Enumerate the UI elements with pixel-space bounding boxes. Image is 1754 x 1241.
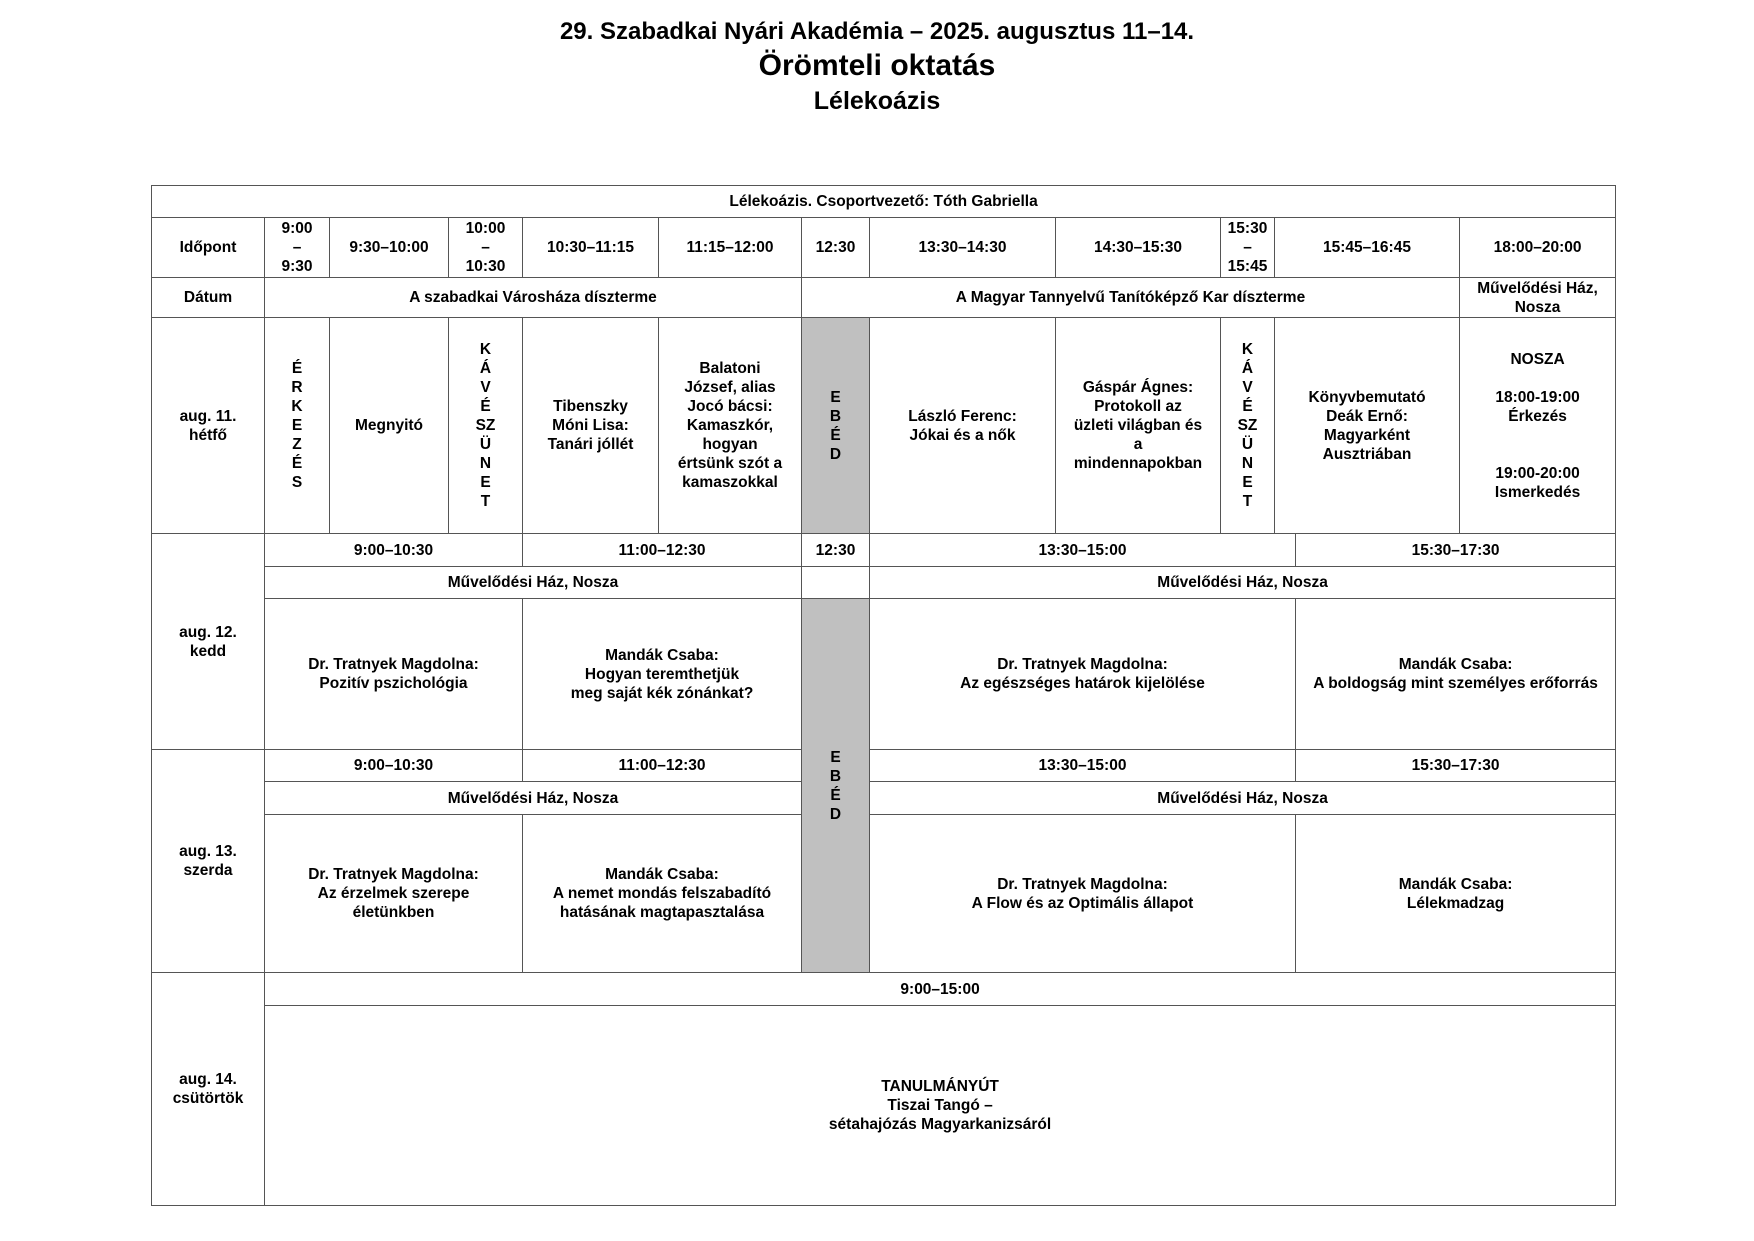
session-cell: Mandák Csaba: Hogyan teremthetjük meg saját kék zónánkat? [523, 599, 802, 750]
program-title: Örömteli oktatás [758, 49, 996, 82]
venue-cell: Művelődési Ház, Nosza [870, 567, 1616, 599]
coffee-break-cell: K Á V É SZ Ü N E T [1221, 318, 1275, 534]
session-cell: NOSZA 18:00-19:00 Érkezés 19:00-20:00 Ismerkedés [1460, 318, 1616, 534]
time-slot: 9:30–10:00 [330, 218, 449, 278]
schedule-table [151, 185, 1616, 1206]
time-cell: 9:00–15:00 [265, 973, 1616, 1006]
coffee-break-cell: K Á V É SZ Ü N E T [449, 318, 523, 534]
day-label: aug. 13. szerda [152, 750, 265, 973]
venue-cell: Művelődési Ház, Nosza [265, 567, 802, 599]
time-cell: 9:00–10:30 [265, 534, 523, 567]
group-title: Lélekoázis [813, 87, 941, 115]
session-cell: Dr. Tratnyek Magdolna: A Flow és az Optimális állapot [870, 815, 1296, 973]
time-slot: 14:30–15:30 [1056, 218, 1221, 278]
time-slot: 10:30–11:15 [523, 218, 659, 278]
time-cell: 15:30–17:30 [1296, 534, 1616, 567]
time-row-label: Időpont [152, 218, 265, 278]
time-slot: 13:30–14:30 [870, 218, 1056, 278]
time-slot: 15:45–16:45 [1275, 218, 1460, 278]
venue-cell: A szabadkai Városháza díszterme [265, 278, 802, 318]
page-header [0, 16, 1754, 118]
day-label: aug. 14. csütörtök [152, 973, 265, 1206]
time-slot: 18:00–20:00 [1460, 218, 1616, 278]
time-cell: 9:00–10:30 [265, 750, 523, 782]
time-slot: 10:00 – 10:30 [449, 218, 523, 278]
table-title: Lélekoázis. Csoportvezető: Tóth Gabriella [152, 186, 1616, 218]
time-cell: 13:30–15:00 [870, 750, 1296, 782]
session-cell: Dr. Tratnyek Magdolna: Pozitív pszichológia [265, 599, 523, 750]
session-cell: László Ferenc: Jókai és a nők [870, 318, 1056, 534]
time-cell: 13:30–15:00 [870, 534, 1296, 567]
time-cell: 11:00–12:30 [523, 534, 802, 567]
session-cell: Mandák Csaba: Lélekmadzag [1296, 815, 1616, 973]
event-title: 29. Szabadkai Nyári Akadémia – 2025. augusztus 11–14. [559, 18, 1195, 45]
session-cell: Balatoni József, alias Jocó bácsi: Kamaszkór, hogyan értsünk szót a kamaszokkal [659, 318, 802, 534]
arrival-cell: É R K E Z É S [265, 318, 330, 534]
time-slot: 12:30 [802, 218, 870, 278]
session-cell: Mandák Csaba: A nemet mondás felszabadító hatásának magtapasztalása [523, 815, 802, 973]
time-cell: 12:30 [802, 534, 870, 567]
activity-cell: TANULMÁNYÚT Tiszai Tangó – sétahajózás Magyarkanizsáról [265, 1006, 1616, 1206]
lunch-cell: E B É D [802, 599, 870, 973]
empty-cell [802, 567, 870, 599]
venue-cell: Művelődési Ház, Nosza [1460, 278, 1616, 318]
session-cell: Megnyitó [330, 318, 449, 534]
day-label: aug. 11. hétfő [152, 318, 265, 534]
time-slot: 11:15–12:00 [659, 218, 802, 278]
time-slot: 9:00 – 9:30 [265, 218, 330, 278]
session-cell: Dr. Tratnyek Magdolna: Az egészséges határok kijelölése [870, 599, 1296, 750]
venue-cell: Művelődési Ház, Nosza [265, 782, 802, 815]
time-cell: 15:30–17:30 [1296, 750, 1616, 782]
day-label: aug. 12. kedd [152, 534, 265, 750]
venue-cell: A Magyar Tannyelvű Tanítóképző Kar díszterme [802, 278, 1460, 318]
session-cell: Dr. Tratnyek Magdolna: Az érzelmek szerepe életünkben [265, 815, 523, 973]
session-cell: Mandák Csaba: A boldogság mint személyes erőforrás [1296, 599, 1616, 750]
date-row-label: Dátum [152, 278, 265, 318]
session-cell: Tibenszky Móni Lisa: Tanári jóllét [523, 318, 659, 534]
time-slot: 15:30 – 15:45 [1221, 218, 1275, 278]
venue-cell: Művelődési Ház, Nosza [870, 782, 1616, 815]
time-cell: 11:00–12:30 [523, 750, 802, 782]
session-cell: Könyvbemutató Deák Ernő: Magyarként Ausztriában [1275, 318, 1460, 534]
session-cell: Gáspár Ágnes: Protokoll az üzleti világban és a mindennapokban [1056, 318, 1221, 534]
lunch-cell: E B É D [802, 318, 870, 534]
